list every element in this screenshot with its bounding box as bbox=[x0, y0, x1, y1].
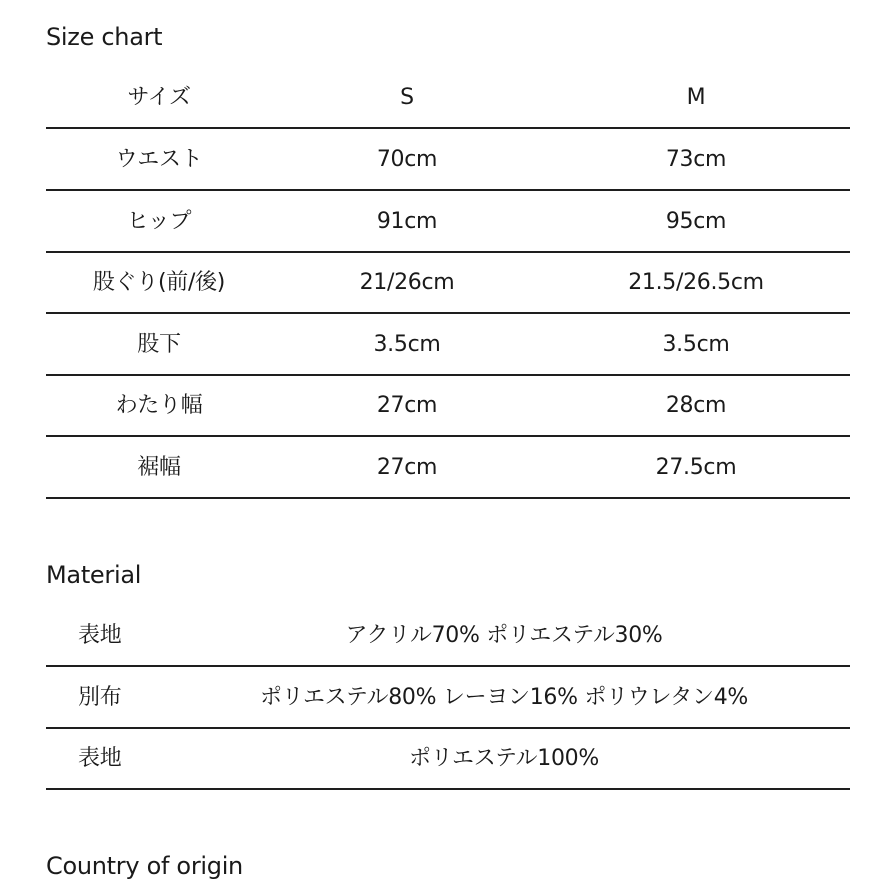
size-row-m-value: 73cm bbox=[665, 147, 727, 172]
size-chart-title: Size chart bbox=[46, 23, 163, 51]
table-row bbox=[46, 191, 850, 253]
table-row bbox=[46, 252, 850, 314]
size-row-label: 股下 bbox=[137, 332, 181, 357]
size-row-s-value: 27cm bbox=[376, 455, 438, 480]
size-row-m-value: 21.5/26.5cm bbox=[628, 270, 764, 295]
table-row bbox=[46, 437, 850, 499]
table-row bbox=[46, 129, 850, 191]
material-row-value: ポリエステル80% レーヨン16% ポリウレタン4% bbox=[259, 685, 749, 710]
size-row-label: わたり幅 bbox=[115, 393, 203, 418]
size-row-label: 股ぐり(前/後) bbox=[92, 270, 226, 295]
material-row-value: ポリエステル100% bbox=[409, 746, 599, 771]
size-header-label: サイズ bbox=[127, 85, 191, 110]
table-row bbox=[46, 667, 850, 729]
size-header-s: S bbox=[400, 85, 414, 110]
table-row bbox=[46, 314, 850, 376]
size-row-label: ウエスト bbox=[115, 147, 203, 172]
size-chart-header-row bbox=[46, 67, 850, 129]
size-row-s-value: 21/26cm bbox=[359, 270, 455, 295]
size-row-m-value: 95cm bbox=[665, 209, 727, 234]
material-row-label: 別布 bbox=[78, 685, 122, 710]
size-row-s-value: 70cm bbox=[376, 147, 438, 172]
size-row-m-value: 28cm bbox=[665, 393, 727, 418]
size-row-label: ヒップ bbox=[126, 209, 192, 234]
material-row-value: アクリル70% ポリエステル30% bbox=[345, 623, 663, 648]
size-row-s-value: 3.5cm bbox=[373, 332, 441, 357]
size-header-m: M bbox=[686, 85, 706, 110]
size-row-s-value: 27cm bbox=[376, 393, 438, 418]
size-row-m-value: 27.5cm bbox=[655, 455, 737, 480]
material-title: Material bbox=[46, 561, 142, 589]
table-row bbox=[46, 375, 850, 437]
size-row-m-value: 3.5cm bbox=[662, 332, 730, 357]
material-row-label: 表地 bbox=[78, 746, 122, 771]
table-row bbox=[46, 605, 850, 667]
table-row bbox=[46, 728, 850, 790]
size-row-s-value: 91cm bbox=[376, 209, 438, 234]
country-of-origin-title: Country of origin bbox=[46, 852, 243, 880]
size-row-label: 裾幅 bbox=[137, 455, 181, 480]
material-row-label: 表地 bbox=[78, 623, 122, 648]
